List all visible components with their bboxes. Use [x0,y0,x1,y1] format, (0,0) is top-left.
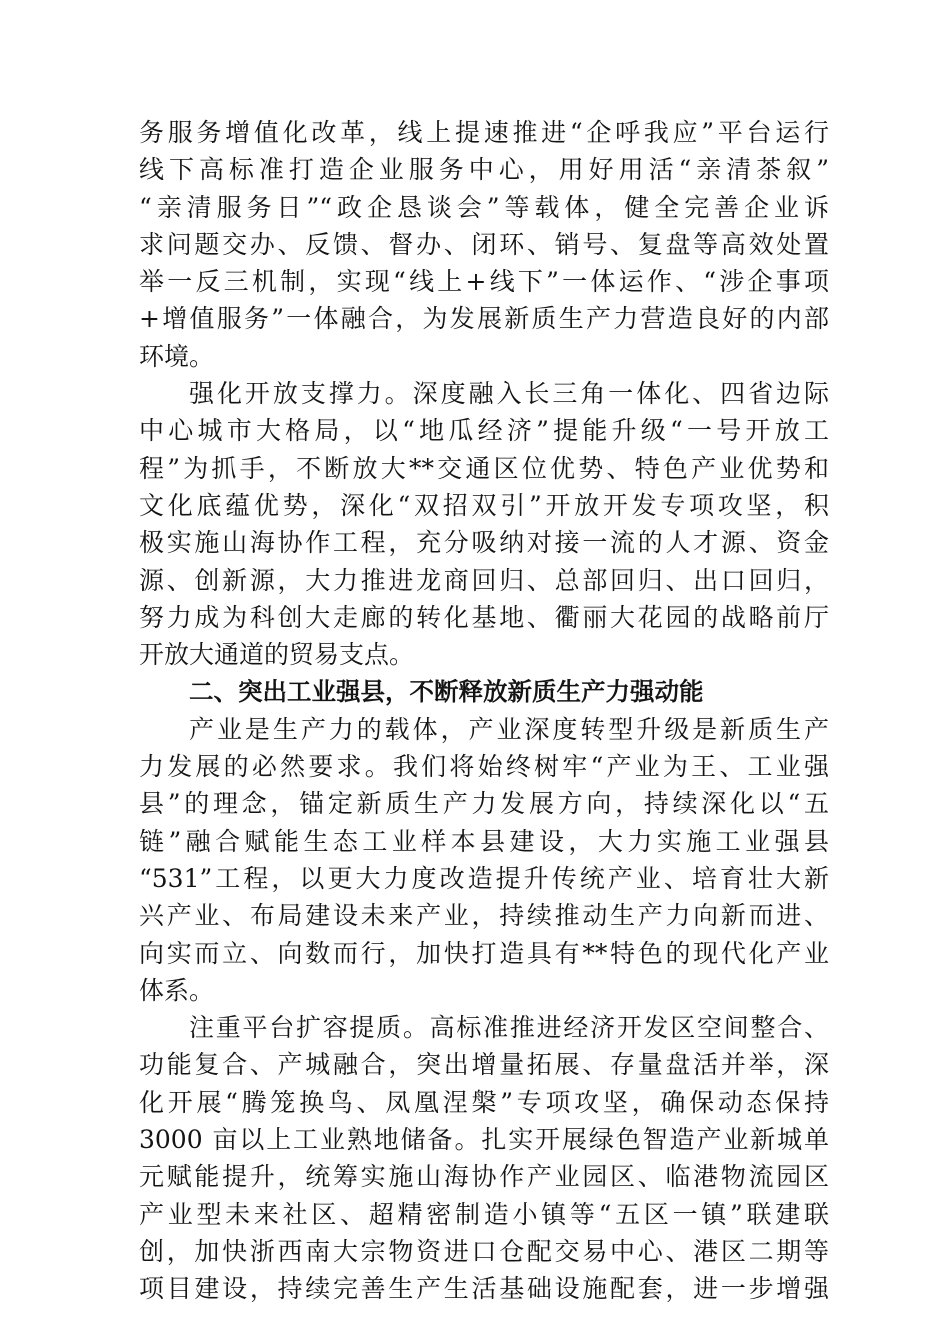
document-body [139,114,829,1308]
text-line: 元赋能提升，统筹实施山海协作产业园区、临港物流园区 [139,1162,829,1192]
text-line: 中心城市大格局，以“地瓜经济”提能升级“一号开放工 [139,416,829,446]
text-line: 化开展“腾笼换鸟、凤凰涅槃”专项攻坚，确保动态保持 [139,1087,829,1117]
text-line: 务服务增值化改革，线上提速推进“企呼我应”平台运行 [139,118,829,147]
text-line: 产业型未来社区、超精密制造小镇等“五区一镇”联建联 [139,1199,829,1229]
text-line: 源、创新源，大力推进龙商回归、总部回归、出口回归， [139,565,829,595]
text-line: 向实而立、向数而行，加快打造具有**特色的现代化产业 [139,938,829,968]
text-line: 3000 亩以上工业熟地储备。扎实开展绿色智造产业新城单 [139,1125,829,1155]
text-line: 体系。 [139,975,215,1005]
text-line: “531”工程，以更大力度改造提升传统产业、培育壮大新 [139,863,829,893]
text-line: +增值服务”一体融合，为发展新质生产力营造良好的内部 [139,304,829,334]
text-line: 创，加快浙西南大宗物资进口仓配交易中心、港区二期等 [139,1236,829,1266]
text-line: 功能复合、产城融合，突出增量拓展、存量盘活并举，深 [139,1050,829,1080]
text-line: 环境。 [139,341,215,371]
text-line: “亲清服务日”“政企恳谈会”等载体，健全完善企业诉 [139,192,829,222]
text-line: 极实施山海协作工程，充分吸纳对接一流的人才源、资金 [139,528,829,558]
paragraph-platform [139,1009,829,1307]
text-line: 文化底蕴优势，深化“双招双引”开放开发专项攻坚，积 [139,490,829,520]
text-line: 求问题交办、反馈、督办、闭环、销号、复盘等高效处置 [139,229,829,259]
text-line: 开放大通道的贸易支点。 [139,640,415,670]
text-line: 线下高标准打造企业服务中心，用好用活“亲清茶叙” [139,155,829,185]
text-line: 产业是生产力的载体，产业深度转型升级是新质生产 [189,714,829,744]
paragraph-open-support [139,375,829,673]
text-line: 力发展的必然要求。我们将始终树牢“产业为王、工业强 [139,752,829,782]
text-line: 努力成为科创大走廊的转化基地、衢丽大花园的战略前厅 [139,602,829,632]
text-line: 项目建设，持续完善生产生活基础设施配套，进一步增强 [139,1274,829,1304]
paragraph-industry [139,711,829,1009]
text-line: 强化开放支撑力。深度融入长三角一体化、四省边际 [189,379,829,409]
text-line: 举一反三机制，实现“线上+线下”一体运作、“涉企事项 [139,267,829,297]
section-heading: 二、突出工业强县，不断释放新质生产力强动能 [189,677,704,707]
text-line: 注重平台扩容提质。高标准推进经济开发区空间整合、 [189,1013,829,1043]
text-line: 县”的理念，锚定新质生产力发展方向，持续深化以“五 [139,789,829,819]
text-line: 链”融合赋能生态工业样本县建设，大力实施工业强县 [139,826,829,856]
paragraph-service-reform [139,114,829,375]
text-line: 兴产业、布局建设未来产业，持续推动生产力向新而进、 [139,901,829,931]
text-line: 程”为抓手，不断放大**交通区位优势、特色产业优势和 [139,453,829,483]
